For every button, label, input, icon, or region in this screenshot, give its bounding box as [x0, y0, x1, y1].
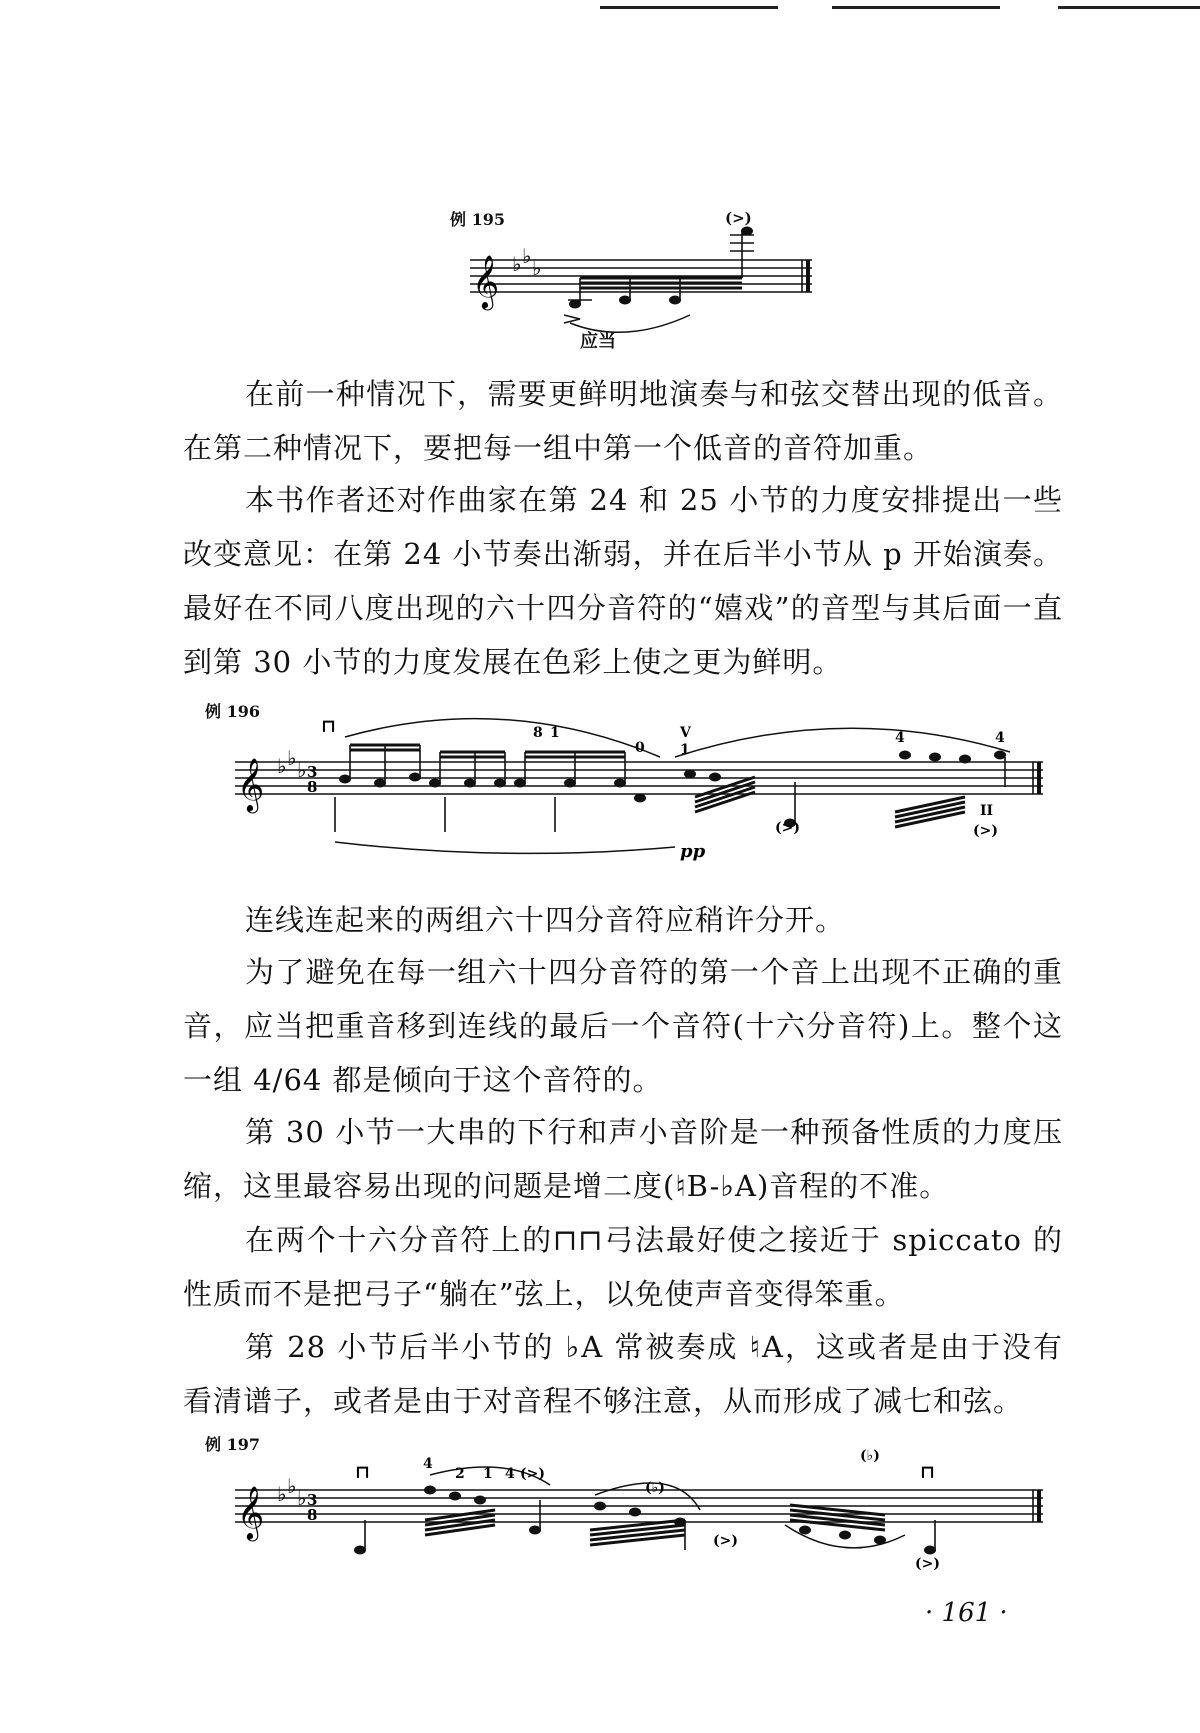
- accent-annotation: (>): [725, 209, 752, 227]
- svg-text:⊓: ⊓: [920, 1462, 936, 1483]
- accent-mark: (>): [973, 823, 998, 839]
- accent-mark: (>): [775, 820, 800, 836]
- paragraph-3: 连线连起来的两组六十四分音符应稍许分开。: [245, 903, 846, 937]
- svg-text:♭: ♭: [287, 746, 297, 770]
- fingering-mark: 2: [455, 1466, 465, 1482]
- accent-mark: (>): [520, 1466, 545, 1482]
- accidental-mark: (♭): [645, 1480, 665, 1496]
- paragraph-5: 第 30 小节一大串的下行和声小音阶是一种预备性质的力度压缩，这里最容易出现的问题是增二度(♮B-♭A)音程的不准。: [183, 1115, 1063, 1203]
- header-rule-2: [832, 6, 1000, 9]
- svg-text:♭: ♭: [277, 1482, 287, 1506]
- svg-text:♭: ♭: [287, 1474, 297, 1498]
- fingering-mark: 4: [423, 1456, 433, 1472]
- fingering-mark: 1: [680, 742, 690, 758]
- page-number: · 161 ·: [925, 1598, 1008, 1628]
- svg-text:⊓: ⊓: [321, 716, 337, 737]
- music-example-196: [205, 697, 1055, 872]
- annotation-should: 应当: [580, 331, 616, 352]
- example-label: 例 196: [205, 702, 260, 721]
- svg-text:♭: ♭: [297, 1486, 307, 1510]
- accidental-mark: (♭): [860, 1448, 880, 1464]
- dynamic-mark: pp: [680, 841, 706, 862]
- paragraph-4: 为了避免在每一组六十四分音符的第一个音上出现不正确的重音，应当把重音移到连线的最后一个音符(十六分音符)上。整个这一组 4/64 都是倾向于这个音符的。: [183, 955, 1063, 1097]
- svg-text:𝄞: 𝄞: [237, 757, 265, 811]
- paragraph-1: 在前一种情况下，需要更鲜明地演奏与和弦交替出现的低音。在第二种情况下，要把每一组中第一个低音的音符加重。: [183, 377, 1063, 465]
- fingering-mark: 4: [895, 730, 905, 746]
- svg-text:♭: ♭: [512, 252, 522, 276]
- string-mark: II: [980, 803, 994, 819]
- fingering-mark: 0: [635, 740, 645, 756]
- music-example-195: [440, 205, 820, 355]
- accent-mark: (>): [713, 1533, 738, 1549]
- paragraph-2: 本书作者还对作曲家在第 24 和 25 小节的力度安排提出一些改变意见：在第 24 小节奏出渐弱，并在后半小节从 p 开始演奏。最好在不同八度出现的六十四分音符的“嬉戏”的音型与其后面一直到第 30 小节的力度发展在色彩上使之更为鲜明。: [183, 483, 1063, 679]
- svg-text:♭: ♭: [532, 256, 542, 280]
- staff-197: [205, 1430, 1055, 1570]
- header-rule-3: [1058, 6, 1200, 9]
- svg-text:𝄞: 𝄞: [472, 254, 500, 308]
- example-label: 例 197: [205, 1435, 260, 1454]
- staff-196: [205, 697, 1055, 872]
- svg-text:⊓: ⊓: [355, 1462, 371, 1483]
- fingering-mark: 4: [995, 730, 1005, 746]
- svg-text:♭: ♭: [277, 754, 287, 778]
- header-rule-1: [600, 6, 778, 9]
- fingering-mark: 8: [533, 725, 543, 741]
- fingering-mark: 4: [505, 1466, 515, 1482]
- svg-text:8: 8: [307, 1506, 318, 1524]
- fingering-mark: 1: [483, 1466, 493, 1482]
- svg-text:3: 3: [307, 1491, 318, 1509]
- svg-text:8: 8: [307, 778, 318, 796]
- svg-text:3: 3: [307, 763, 318, 781]
- svg-text:♭: ♭: [522, 244, 532, 268]
- example-label: 例 195: [450, 210, 505, 229]
- accent-mark: (>): [915, 1556, 940, 1570]
- bowing-mark: V: [680, 725, 691, 741]
- music-example-197: [205, 1430, 1055, 1570]
- svg-text:𝄞: 𝄞: [237, 1485, 265, 1539]
- paragraph-6: 在两个十六分音符上的⊓⊓弓法最好使之接近于 spiccato 的性质而不是把弓子“躺在”弦上，以免使声音变得笨重。: [183, 1223, 1063, 1311]
- staff-195: [440, 205, 820, 355]
- svg-text:♭: ♭: [297, 758, 307, 782]
- fingering-mark: 1: [550, 725, 560, 741]
- paragraph-7: 第 28 小节后半小节的 ♭A 常被奏成 ♮A，这或者是由于没有看清谱子，或者是由于对音程不够注意，从而形成了减七和弦。: [183, 1330, 1063, 1418]
